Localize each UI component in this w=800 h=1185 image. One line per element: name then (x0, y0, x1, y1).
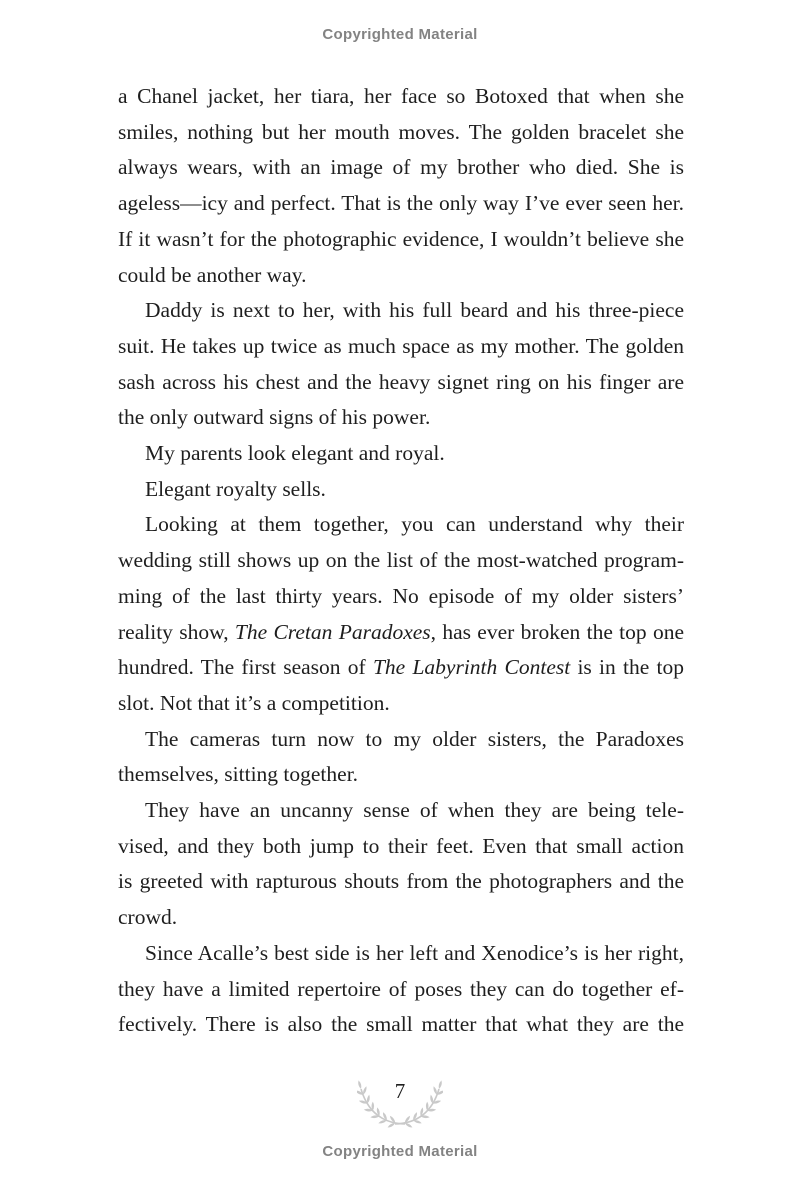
page-number-ornament (357, 1079, 443, 1129)
text-segment: Looking at them together, you can understand why their (145, 512, 684, 537)
text-segment: vised, and they both jump to their feet. Even that small action (118, 833, 684, 858)
text-line (118, 258, 684, 294)
text-segment: They have an uncanny sense of when they are being tele- (145, 798, 684, 823)
paragraph (118, 436, 684, 472)
text-line (118, 436, 684, 472)
text-line (118, 543, 684, 579)
text-segment: crowd. (118, 905, 178, 930)
text-segment: slot. Not that it’s a competition. (118, 690, 390, 715)
text-segment: If it wasn’t for the photographic evidence, I wouldn’t believe she (118, 226, 684, 251)
copyright-notice-top: Copyrighted Material (322, 26, 478, 43)
text-segment: suit. He takes up twice as much space as my mother. The golden (118, 333, 684, 358)
italic-title-text: The Labyrinth Contest (372, 655, 571, 680)
text-segment: , has ever broken the top one (430, 619, 684, 644)
text-segment: wedding still shows up on the list of the most-watched program- (118, 548, 684, 573)
text-line (118, 115, 684, 151)
text-line (118, 222, 684, 258)
text-line (118, 972, 684, 1008)
text-line (118, 472, 684, 508)
text-segment: could be another way. (118, 262, 307, 287)
text-segment: the only outward signs of his power. (118, 405, 431, 430)
text-segment: is greeted with rapturous shouts from the photographers and the (118, 869, 684, 894)
text-segment: The cameras turn now to my older sisters, the Paradoxes (145, 726, 684, 751)
text-line (118, 686, 684, 722)
copyright-notice-bottom: Copyrighted Material (322, 1143, 478, 1160)
text-segment: ming of the last thirty years. No episode of my older sisters’ (118, 583, 684, 608)
text-line (118, 757, 684, 793)
text-segment: they have a limited repertoire of poses they can do together ef- (118, 976, 684, 1001)
text-line (118, 615, 684, 651)
paragraph (118, 793, 684, 936)
text-line (118, 1007, 684, 1043)
text-segment: Daddy is next to her, with his full beard and his three-piece (145, 298, 684, 323)
text-segment: sash across his chest and the heavy signet ring on his finger are (118, 369, 684, 394)
paragraph (118, 472, 684, 508)
text-line (118, 79, 684, 115)
paragraph (118, 936, 684, 1043)
page-footer (0, 1079, 800, 1129)
paragraph (118, 722, 684, 793)
text-segment: fectively. There is also the small matter that what they are the (118, 1012, 684, 1037)
paragraph (118, 79, 684, 293)
text-line (118, 936, 684, 972)
text-segment: a Chanel jacket, her tiara, her face so Botoxed that when she (118, 84, 684, 108)
text-line (118, 150, 684, 186)
text-segment: hundred. The first season of (118, 655, 373, 680)
text-line (118, 293, 684, 329)
page-number: 7 (394, 1079, 406, 1103)
text-line (118, 507, 684, 543)
text-segment: reality show, (118, 619, 235, 644)
text-segment: Elegant royalty sells. (145, 476, 326, 501)
text-line (118, 400, 684, 436)
text-segment: themselves, sitting together. (118, 762, 359, 787)
text-line (118, 900, 684, 936)
italic-title-text: The Cretan Paradoxes (234, 619, 431, 644)
text-line (118, 793, 684, 829)
text-line (118, 864, 684, 900)
text-line (118, 579, 684, 615)
text-line (118, 829, 684, 865)
text-segment: smiles, nothing but her mouth moves. The golden bracelet she (118, 119, 684, 144)
paragraph (118, 507, 684, 721)
text-segment: is in the top (570, 655, 684, 680)
text-block (118, 79, 684, 1043)
text-line (118, 650, 684, 686)
text-segment: always wears, with an image of my brother who died. She is (118, 155, 684, 180)
text-segment: My parents look elegant and royal. (145, 441, 445, 466)
paragraph (118, 293, 684, 436)
text-line (118, 186, 684, 222)
text-line (118, 722, 684, 758)
text-segment: ageless—icy and perfect. That is the only way I’ve ever seen her. (118, 191, 684, 216)
text-segment: Since Acalle’s best side is her left and Xenodice’s is her right, (145, 940, 684, 965)
text-line (118, 329, 684, 365)
text-line (118, 365, 684, 401)
